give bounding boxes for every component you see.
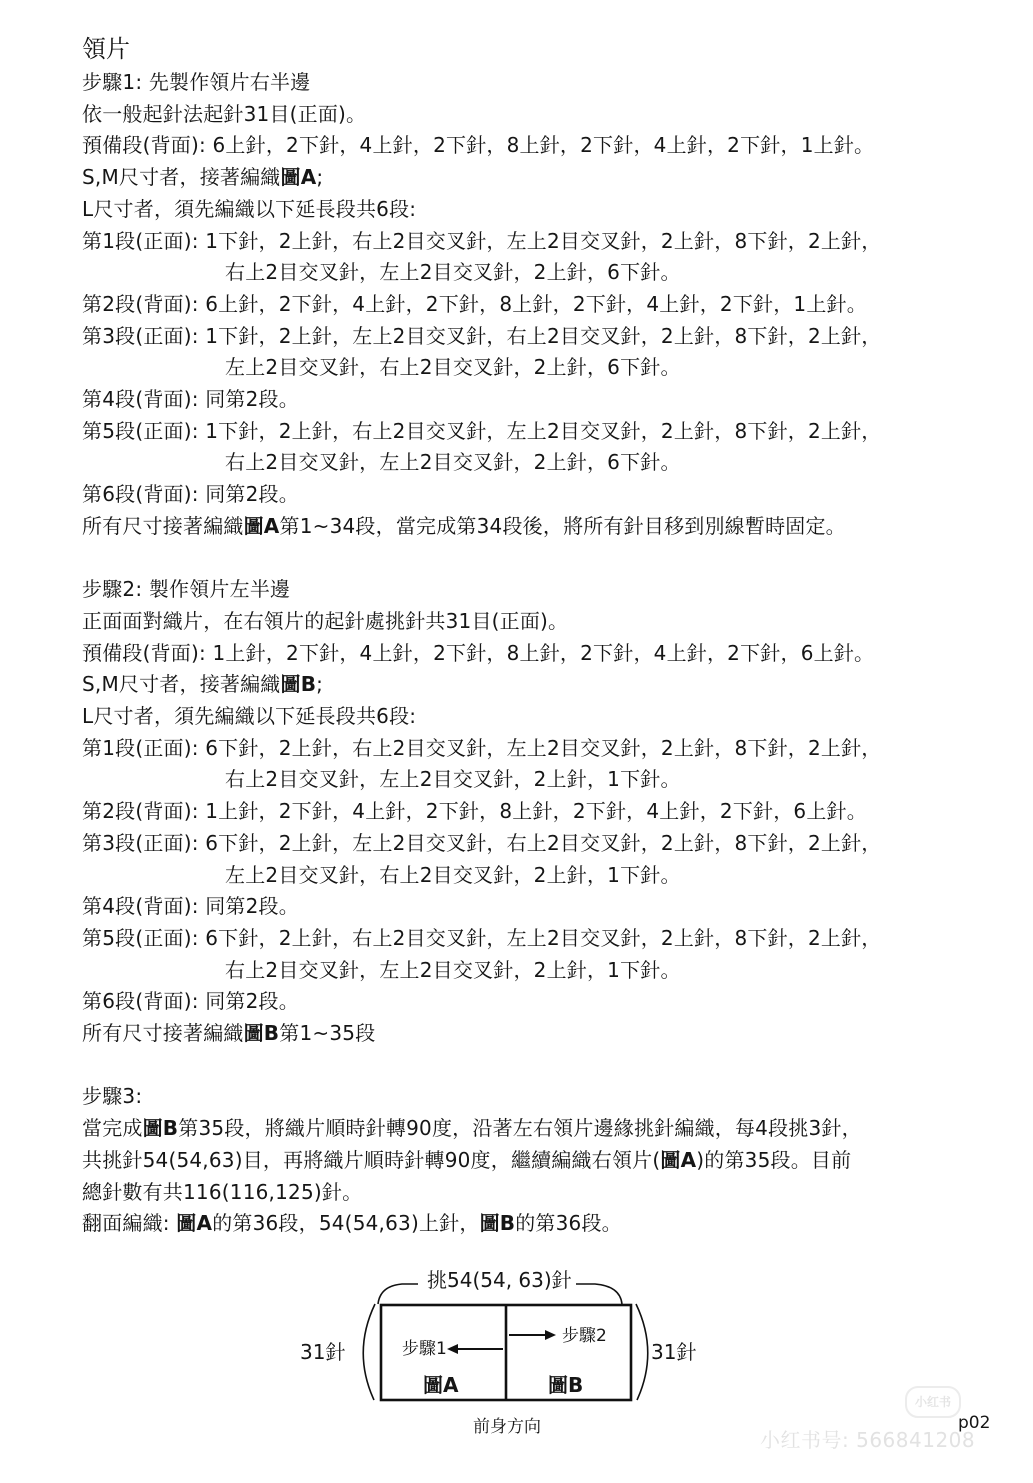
step1-cast-on: 依一般起針法起針31目(正面)。: [82, 101, 367, 126]
step3-heading: 步驟3:: [82, 1084, 143, 1109]
step2-row6: 第6段(背面): 同第2段。: [82, 989, 299, 1014]
top-brace-left: [378, 1284, 418, 1304]
text: 的第36段，54(54,63)上針，: [212, 1211, 480, 1236]
text: 的第36段。: [515, 1211, 622, 1236]
chart-ref: 圖A: [280, 165, 317, 190]
step1-row2: 第2段(背面): 6上針，2下針，4上針，2下針，8上針，2下針，4上針，2下針，1上針。: [82, 291, 867, 316]
left-label: 31針: [300, 1340, 346, 1364]
step3-line2: [82, 1145, 1012, 1177]
text: 所有尺寸接著編織: [82, 513, 244, 538]
text: 第1~34段，當完成第34段後，將所有針目移到別線暫時固定。: [279, 513, 846, 538]
step2-heading: 步驟2: 製作領片左半邊: [82, 577, 291, 602]
collar-diagram: [290, 1262, 720, 1452]
arrow-step1-head: [447, 1344, 458, 1354]
text: 第1~35段: [279, 1021, 376, 1046]
chart-a-label: 圖A: [423, 1373, 459, 1397]
text: 所有尺寸接著編織: [82, 1021, 244, 1046]
watermark-text: 小红书号: 566841208: [760, 1428, 976, 1452]
page-number: p02: [958, 1413, 991, 1433]
text: S,M尺寸者，接著編織: [82, 165, 281, 190]
top-label: 挑54(54, 63)針: [427, 1268, 572, 1292]
step1-prep-row: 預備段(背面): 6上針，2下針，4上針，2下針，8上針，2下針，4上針，2下針，1上針。: [82, 133, 875, 158]
text: S,M尺寸者，接著編織: [82, 672, 281, 697]
instructions: [82, 67, 1012, 1240]
watermark-logo: 小红书: [905, 1386, 961, 1418]
step2-row1-cont: 右上2目交叉針，左上2目交叉針，2上針，1下針。: [225, 767, 681, 792]
page-title: 領片: [82, 35, 130, 63]
step3-line4: [82, 1208, 1012, 1240]
step1-sm-line: [82, 162, 1012, 194]
step2-pickup: 正面面對織片，在右領片的起針處挑針共31目(正面)。: [82, 608, 569, 633]
text: ;: [316, 165, 324, 190]
chart-ref: 圖B: [280, 672, 317, 697]
step2-row5: 第5段(正面): 6下針，2上針，右上2目交叉針，左上2目交叉針，2上針，8下針，2上針，: [82, 925, 882, 950]
chart-b-label: 圖B: [548, 1373, 584, 1397]
step2-row2: 第2段(背面): 1上針，2下針，4上針，2下針，8上針，2下針，4上針，2下針，6上針。: [82, 799, 867, 824]
top-brace-right: [576, 1284, 622, 1304]
step2-sm-line: [82, 669, 1012, 701]
spacer: [82, 1050, 1012, 1082]
chart-ref: 圖B: [243, 1021, 280, 1046]
chart-ref: 圖A: [660, 1147, 697, 1172]
text: 翻面編織:: [82, 1211, 177, 1236]
step2-row1: 第1段(正面): 6下針，2上針，右上2目交叉針，左上2目交叉針，2上針，8下針，2上針，: [82, 735, 882, 760]
step1-row3-cont: 左上2目交叉針，右上2目交叉針，2上針，6下針。: [225, 355, 681, 380]
step2-prep-row: 預備段(背面): 1上針，2下針，4上針，2下針，8上針，2下針，4上針，2下針，6上針。: [82, 640, 875, 665]
step2-l-intro: L尺寸者，須先編織以下延長段共6段:: [82, 704, 417, 729]
arrow-step2-head: [545, 1330, 556, 1340]
step1-row5: 第5段(正面): 1下針，2上針，右上2目交叉針，左上2目交叉針，2上針，8下針，2上針，: [82, 418, 882, 443]
right-label: 31針: [651, 1340, 697, 1364]
step3-line1: [82, 1113, 1012, 1145]
step3-line3: 總針數有共116(116,125)針。: [82, 1179, 363, 1204]
text: 共挑針54(54,63)目，再將織片順時針轉90度，繼續編織右領片(: [82, 1147, 661, 1172]
chart-ref: 圖B: [142, 1116, 179, 1141]
text: 當完成: [82, 1116, 143, 1141]
chart-ref: 圖A: [243, 513, 280, 538]
step1-label: 步驟1: [402, 1339, 447, 1359]
step1-row5-cont: 右上2目交叉針，左上2目交叉針，2上針，6下針。: [225, 450, 681, 475]
step1-row1-cont: 右上2目交叉針，左上2目交叉針，2上針，6下針。: [225, 260, 681, 285]
step2-row3-cont: 左上2目交叉針，右上2目交叉針，2上針，1下針。: [225, 862, 681, 887]
spacer: [82, 543, 1012, 575]
chart-ref: 圖A: [176, 1211, 213, 1236]
step2-row3: 第3段(正面): 6下針，2上針，左上2目交叉針，右上2目交叉針，2上針，8下針，2上針，: [82, 830, 882, 855]
step1-row4: 第4段(背面): 同第2段。: [82, 387, 299, 412]
step1-final: [82, 511, 1012, 543]
left-brace: [363, 1304, 375, 1400]
step1-row6: 第6段(背面): 同第2段。: [82, 482, 299, 507]
front-direction-label: 前身方向: [473, 1417, 541, 1437]
step2-label: 步驟2: [562, 1326, 607, 1346]
step1-row3: 第3段(正面): 1下針，2上針，左上2目交叉針，右上2目交叉針，2上針，8下針，2上針，: [82, 323, 882, 348]
step2-final: [82, 1018, 1012, 1050]
step1-l-intro: L尺寸者，須先編織以下延長段共6段:: [82, 196, 417, 221]
chart-ref: 圖B: [479, 1211, 516, 1236]
text: ;: [316, 672, 324, 697]
text: )的第35段。目前: [696, 1147, 852, 1172]
text: 第35段，將織片順時針轉90度，沿著左右領片邊緣挑針編織，每4段挑3針，: [178, 1116, 862, 1141]
step1-heading: 步驟1: 先製作領片右半邊: [82, 70, 311, 94]
step2-row5-cont: 右上2目交叉針，左上2目交叉針，2上針，1下針。: [225, 957, 681, 982]
step1-row1: 第1段(正面): 1下針，2上針，右上2目交叉針，左上2目交叉針，2上針，8下針，2上針，: [82, 228, 882, 253]
right-brace: [636, 1304, 648, 1400]
step2-row4: 第4段(背面): 同第2段。: [82, 894, 299, 919]
